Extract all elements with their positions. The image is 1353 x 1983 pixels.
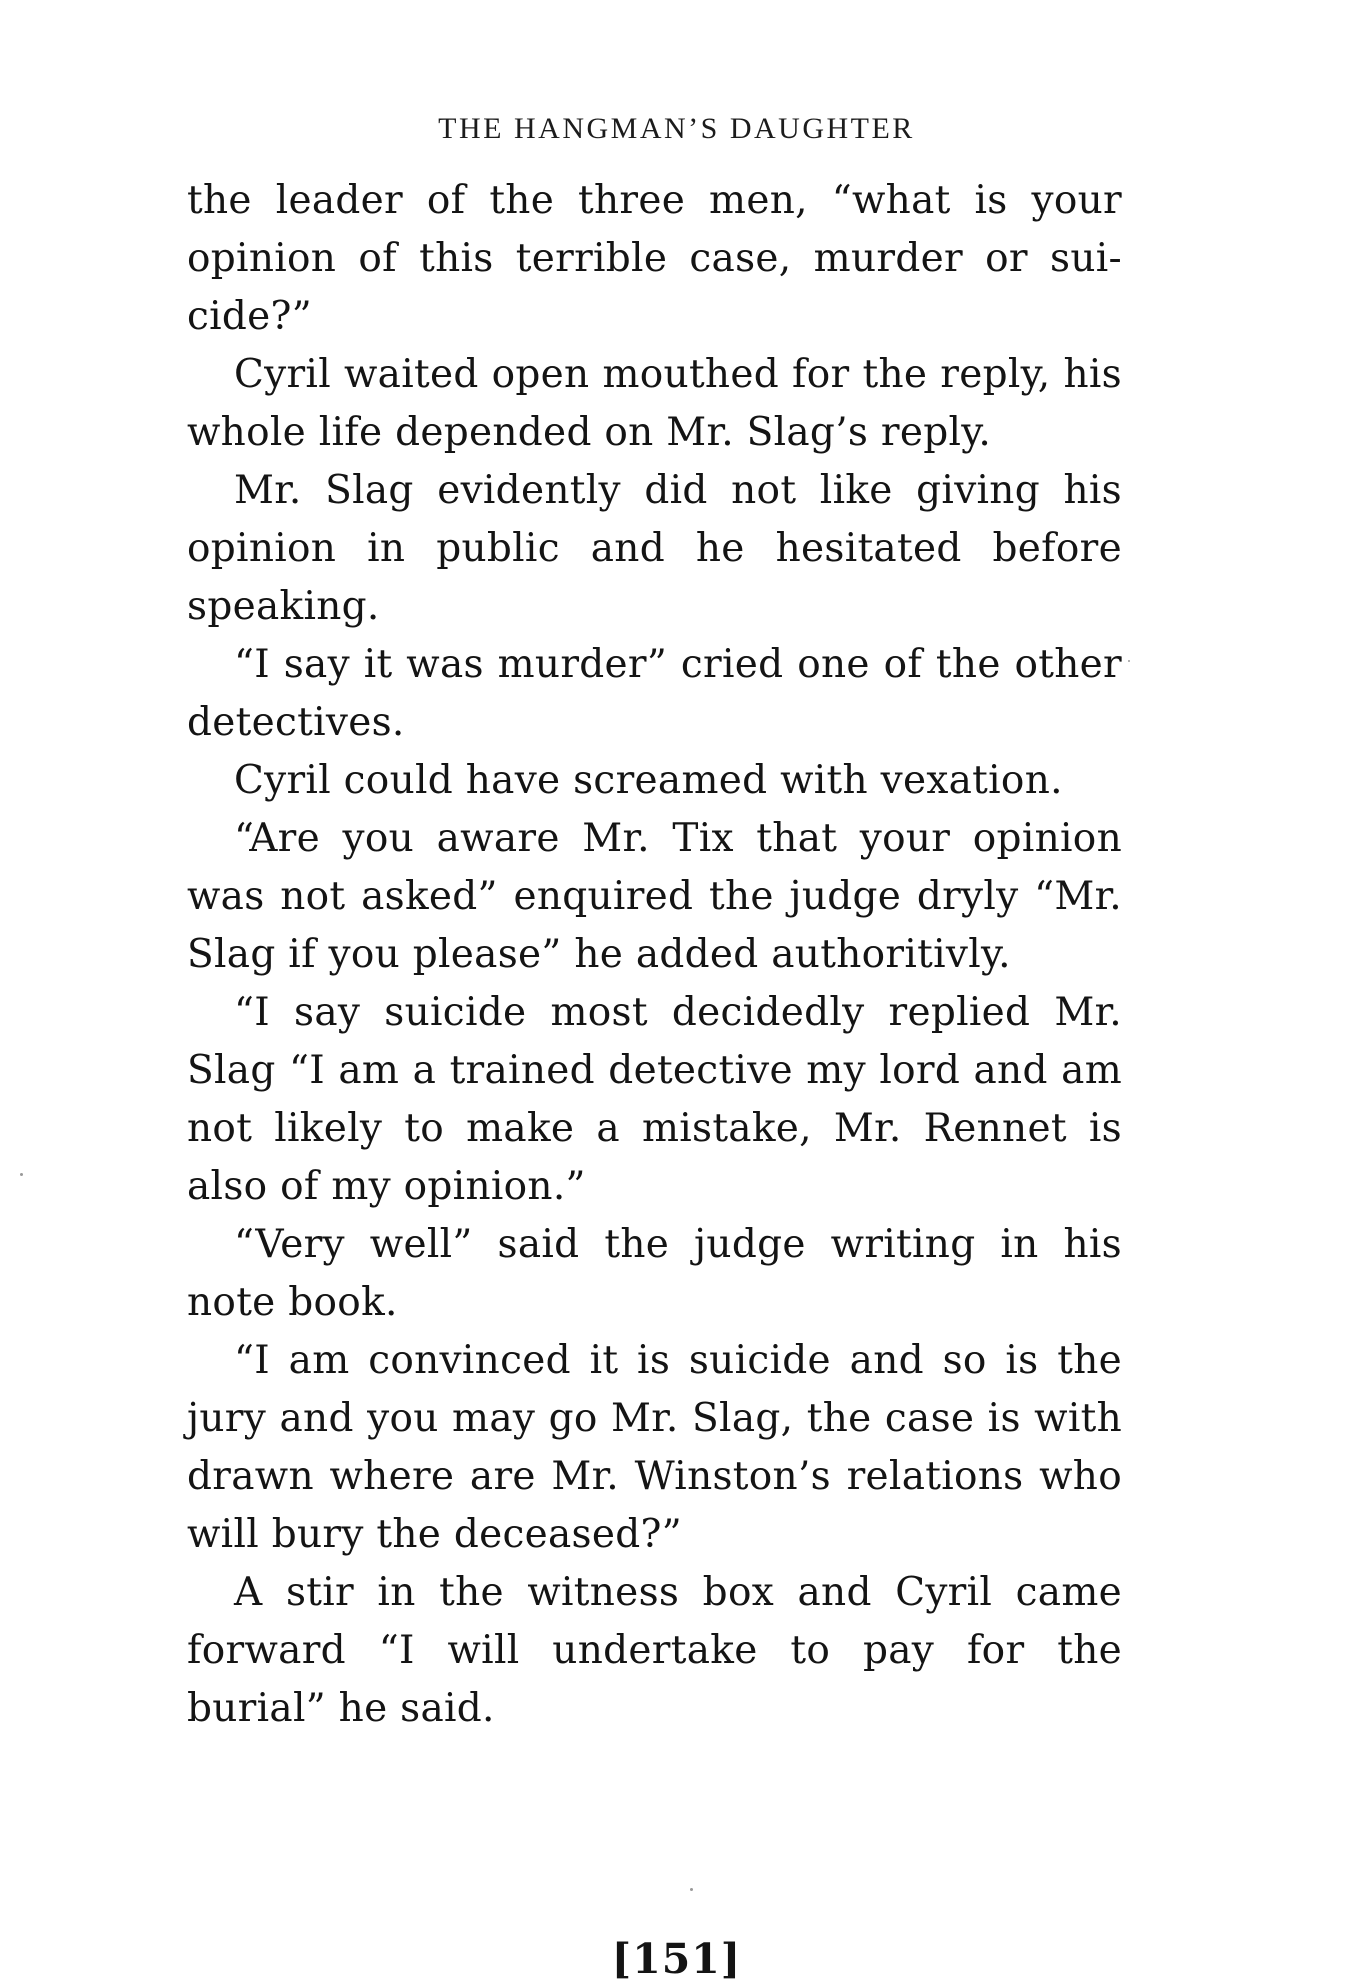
paragraph: A stir in the witness box and Cyril came forward “I will undertake to pay for the burial” he said. [187,1570,1122,1731]
running-head: THE HANGMAN’S DAUGHTER [438,112,915,145]
paragraph: “I say suicide most decidedly replied Mr. Slag “I am a trained detective my lord and am not likely to make a mistake, Mr. Rennet is also of my opinion.” [187,990,1122,1209]
paragraph: “I am convinced it is suicide and so is the jury and you may go Mr. Slag, the case is with drawn where are Mr. Winston’s relations who will bury the deceased?” [187,1338,1122,1557]
paragraph: Mr. Slag evidently did not like giving his opinion in public and he hesitated before speaking. [187,468,1122,629]
paper-speck [1128,660,1130,662]
paragraph: “Are you aware Mr. Tix that your opinion was not asked” enquired the judge dryly “Mr. Slag if you please” he added authoritivly. [187,816,1122,977]
page-number: [151] [611,1935,742,1983]
body-text [187,172,1122,1738]
paragraph: the leader of the three men, “what is your opinion of this terrible case, murder or sui- cide?” [187,178,1122,339]
paragraph: Cyril could have screamed with vexation. [234,758,1063,803]
paragraph: Cyril waited open mouthed for the reply, his whole life depended on Mr. Slag’s reply. [187,352,1122,455]
paper-speck [690,1888,693,1891]
paragraph: “Very well” said the judge writing in his note book. [187,1222,1122,1325]
paper-speck [20,1173,23,1176]
paragraph: “I say it was murder” cried one of the other detectives. [187,642,1122,745]
